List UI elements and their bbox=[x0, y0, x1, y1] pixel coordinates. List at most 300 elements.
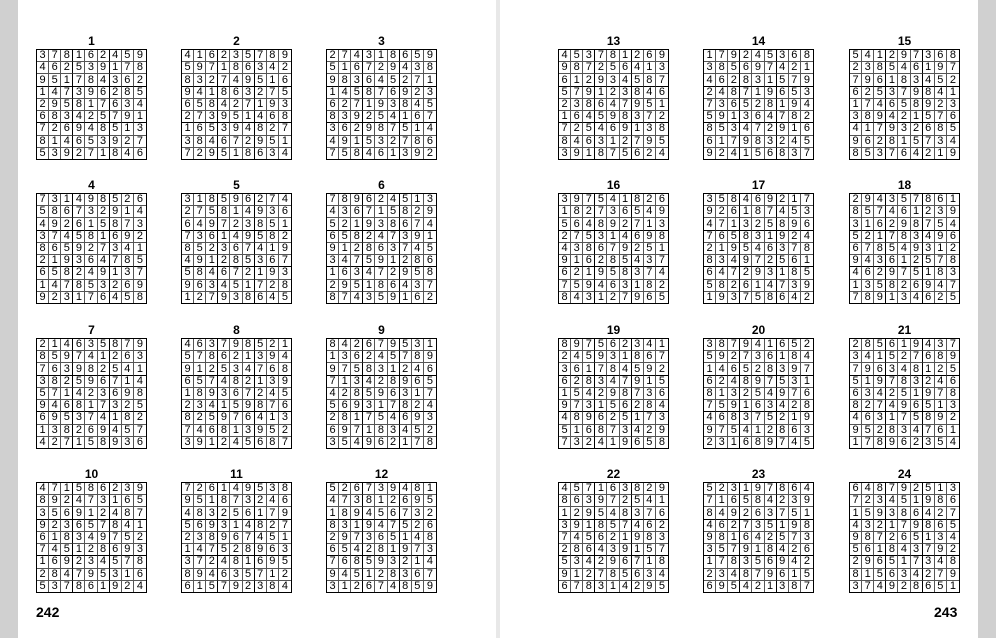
grid-cell: 3 bbox=[789, 280, 801, 292]
grid-cell: 9 bbox=[716, 351, 728, 363]
grid-cell: 2 bbox=[923, 148, 935, 159]
grid-cell: 2 bbox=[777, 495, 789, 507]
grid-cell: 9 bbox=[255, 544, 267, 556]
grid-cell: 6 bbox=[874, 556, 886, 568]
grid-cell: 2 bbox=[218, 255, 230, 267]
grid-cell: 9 bbox=[728, 400, 740, 412]
grid-cell: 1 bbox=[375, 50, 387, 62]
grid-cell: 3 bbox=[801, 425, 813, 437]
grid-cell: 5 bbox=[206, 412, 218, 424]
grid-cell: 2 bbox=[327, 532, 339, 544]
grid-cell: 1 bbox=[182, 544, 194, 556]
grid-cell: 9 bbox=[886, 581, 898, 592]
grid-cell: 8 bbox=[218, 495, 230, 507]
grid-cell: 7 bbox=[898, 267, 910, 279]
grid-cell: 6 bbox=[595, 243, 607, 255]
grid-cell: 8 bbox=[243, 148, 255, 159]
grid-cell: 4 bbox=[765, 495, 777, 507]
grid-cell: 6 bbox=[206, 483, 218, 495]
grid-cell: 6 bbox=[194, 520, 206, 532]
grid-cell: 2 bbox=[388, 136, 400, 148]
grid-cell: 6 bbox=[230, 388, 242, 400]
grid-cell: 7 bbox=[267, 87, 279, 99]
grid-cell: 8 bbox=[862, 111, 874, 123]
grid-cell: 7 bbox=[874, 123, 886, 135]
grid-cell: 3 bbox=[351, 267, 363, 279]
grid-cell: 8 bbox=[777, 483, 789, 495]
grid-cell: 1 bbox=[923, 267, 935, 279]
grid-cell: 8 bbox=[886, 280, 898, 292]
grid-cell: 1 bbox=[728, 111, 740, 123]
grid-cell: 8 bbox=[327, 339, 339, 351]
grid-cell: 2 bbox=[49, 123, 61, 135]
grid-cell: 6 bbox=[740, 437, 752, 448]
grid-cell: 6 bbox=[886, 569, 898, 581]
grid-cell: 4 bbox=[388, 194, 400, 206]
grid-cell: 7 bbox=[327, 148, 339, 159]
grid-cell: 3 bbox=[388, 425, 400, 437]
grid-cell: 1 bbox=[206, 495, 218, 507]
grid-cell: 3 bbox=[644, 255, 656, 267]
grid-cell: 6 bbox=[801, 388, 813, 400]
grid-cell: 9 bbox=[230, 581, 242, 592]
grid-cell: 8 bbox=[607, 255, 619, 267]
grid-cell: 7 bbox=[862, 581, 874, 592]
grid-cell: 9 bbox=[862, 363, 874, 375]
grid-cell: 7 bbox=[218, 581, 230, 592]
grid-cell: 4 bbox=[110, 292, 122, 303]
grid-cell: 8 bbox=[375, 280, 387, 292]
grid-cell: 8 bbox=[363, 87, 375, 99]
grid-cell: 8 bbox=[37, 351, 49, 363]
grid-cell: 7 bbox=[339, 292, 351, 303]
grid-cell: 7 bbox=[898, 412, 910, 424]
grid-cell: 2 bbox=[267, 520, 279, 532]
grid-cell: 7 bbox=[85, 292, 97, 303]
grid-cell: 6 bbox=[862, 412, 874, 424]
grid-cell: 2 bbox=[230, 351, 242, 363]
grid-cell: 7 bbox=[752, 123, 764, 135]
sudoku-grid bbox=[558, 338, 669, 449]
grid-cell: 4 bbox=[704, 520, 716, 532]
grid-cell: 9 bbox=[752, 267, 764, 279]
grid-cell: 1 bbox=[765, 581, 777, 592]
grid-cell: 1 bbox=[862, 569, 874, 581]
grid-cell: 1 bbox=[949, 579, 956, 592]
grid-cell: 9 bbox=[886, 437, 898, 448]
grid-cell: 1 bbox=[620, 194, 632, 206]
grid-cell: 4 bbox=[777, 62, 789, 74]
grid-cell: 7 bbox=[134, 507, 146, 519]
grid-cell: 1 bbox=[935, 148, 947, 159]
sudoku-grid bbox=[181, 49, 292, 160]
grid-cell: 3 bbox=[218, 520, 230, 532]
grid-cell: 1 bbox=[595, 87, 607, 99]
grid-cell: 3 bbox=[339, 206, 351, 218]
grid-cell: 6 bbox=[789, 483, 801, 495]
grid-cell: 1 bbox=[134, 111, 146, 123]
grid-cell: 2 bbox=[98, 50, 110, 62]
grid-cell: 9 bbox=[243, 483, 255, 495]
grid-cell: 9 bbox=[267, 267, 279, 279]
grid-cell: 7 bbox=[740, 87, 752, 99]
grid-cell: 5 bbox=[716, 123, 728, 135]
grid-cell: 9 bbox=[85, 569, 97, 581]
grid-cell: 4 bbox=[194, 544, 206, 556]
grid-cell: 7 bbox=[375, 87, 387, 99]
grid-cell: 4 bbox=[243, 206, 255, 218]
grid-cell: 6 bbox=[656, 87, 668, 99]
grid-cell: 9 bbox=[424, 206, 436, 218]
grid-cell: 4 bbox=[134, 99, 146, 111]
grid-cell: 1 bbox=[230, 206, 242, 218]
grid-cell: 8 bbox=[182, 74, 194, 86]
grid-cell: 1 bbox=[923, 532, 935, 544]
grid-cell: 8 bbox=[583, 581, 595, 592]
grid-cell: 3 bbox=[898, 425, 910, 437]
grid-cell: 9 bbox=[559, 400, 571, 412]
grid-cell: 6 bbox=[412, 376, 424, 388]
puzzle-number: 16 bbox=[606, 178, 621, 192]
grid-cell: 9 bbox=[230, 339, 242, 351]
grid-cell: 4 bbox=[49, 544, 61, 556]
grid-cell: 9 bbox=[375, 388, 387, 400]
grid-cell: 2 bbox=[98, 507, 110, 519]
grid-cell: 2 bbox=[911, 255, 923, 267]
grid-cell: 2 bbox=[255, 495, 267, 507]
grid-cell: 7 bbox=[874, 532, 886, 544]
grid-cell: 3 bbox=[559, 363, 571, 375]
grid-cell: 3 bbox=[388, 243, 400, 255]
grid-cell: 2 bbox=[595, 255, 607, 267]
grid-cell: 2 bbox=[375, 194, 387, 206]
grid-cell: 7 bbox=[632, 136, 644, 148]
sudoku-puzzle bbox=[558, 323, 669, 449]
grid-cell: 4 bbox=[206, 136, 218, 148]
puzzle-number: 10 bbox=[84, 467, 99, 481]
grid-cell: 5 bbox=[949, 290, 956, 303]
grid-cell: 7 bbox=[728, 267, 740, 279]
grid-cell: 7 bbox=[230, 267, 242, 279]
grid-cell: 7 bbox=[850, 74, 862, 86]
grid-cell: 9 bbox=[218, 532, 230, 544]
grid-cell: 9 bbox=[911, 339, 923, 351]
grid-cell: 9 bbox=[194, 62, 206, 74]
grid-cell: 5 bbox=[656, 376, 668, 388]
grid-cell: 7 bbox=[850, 363, 862, 375]
grid-cell: 5 bbox=[911, 136, 923, 148]
grid-cell: 9 bbox=[279, 376, 291, 388]
grid-cell: 5 bbox=[704, 111, 716, 123]
grid-cell: 7 bbox=[571, 400, 583, 412]
grid-cell: 8 bbox=[644, 280, 656, 292]
grid-cell: 8 bbox=[850, 148, 862, 159]
grid-cell: 1 bbox=[874, 351, 886, 363]
grid-cell: 6 bbox=[327, 544, 339, 556]
grid-cell: 8 bbox=[134, 388, 146, 400]
grid-cell: 6 bbox=[777, 87, 789, 99]
grid-cell: 8 bbox=[412, 255, 424, 267]
grid-cell: 2 bbox=[98, 206, 110, 218]
grid-cell: 1 bbox=[583, 363, 595, 375]
grid-cell: 9 bbox=[728, 507, 740, 519]
grid-cell: 1 bbox=[911, 388, 923, 400]
grid-cell: 8 bbox=[740, 74, 752, 86]
grid-cell: 5 bbox=[218, 363, 230, 375]
grid-cell: 5 bbox=[656, 136, 668, 148]
grid-cell: 7 bbox=[424, 569, 436, 581]
grid-cell: 4 bbox=[339, 569, 351, 581]
grid-cell: 5 bbox=[327, 483, 339, 495]
grid-cell: 8 bbox=[85, 363, 97, 375]
grid-cell: 4 bbox=[110, 507, 122, 519]
grid-cell: 1 bbox=[559, 206, 571, 218]
grid-cell: 9 bbox=[375, 99, 387, 111]
grid-cell: 1 bbox=[182, 123, 194, 135]
grid-cell: 4 bbox=[412, 532, 424, 544]
grid-cell: 1 bbox=[740, 400, 752, 412]
puzzle-number: 11 bbox=[230, 467, 243, 481]
grid-cell: 2 bbox=[61, 376, 73, 388]
grid-cell: 8 bbox=[559, 292, 571, 303]
grid-cell: 8 bbox=[923, 520, 935, 532]
grid-cell: 1 bbox=[874, 50, 886, 62]
grid-cell: 3 bbox=[874, 495, 886, 507]
grid-cell: 9 bbox=[400, 87, 412, 99]
grid-cell: 9 bbox=[923, 99, 935, 111]
grid-cell: 2 bbox=[243, 376, 255, 388]
sudoku-puzzle bbox=[558, 467, 669, 593]
grid-cell: 6 bbox=[37, 111, 49, 123]
grid-cell: 3 bbox=[98, 136, 110, 148]
grid-cell: 5 bbox=[194, 495, 206, 507]
grid-cell: 3 bbox=[206, 111, 218, 123]
grid-cell: 5 bbox=[620, 148, 632, 159]
grid-cell: 6 bbox=[632, 437, 644, 448]
grid-cell: 2 bbox=[583, 206, 595, 218]
grid-cell: 4 bbox=[375, 74, 387, 86]
grid-cell: 1 bbox=[61, 74, 73, 86]
grid-cell: 3 bbox=[98, 495, 110, 507]
grid-cell: 3 bbox=[740, 412, 752, 424]
grid-cell: 4 bbox=[911, 569, 923, 581]
grid-cell: 6 bbox=[424, 520, 436, 532]
grid-cell: 2 bbox=[230, 218, 242, 230]
grid-cell: 9 bbox=[740, 339, 752, 351]
grid-cell: 3 bbox=[632, 339, 644, 351]
sudoku-grid bbox=[326, 193, 437, 304]
grid-cell: 2 bbox=[752, 363, 764, 375]
grid-cell: 2 bbox=[801, 111, 813, 123]
grid-cell: 2 bbox=[267, 339, 279, 351]
grid-cell: 1 bbox=[194, 194, 206, 206]
grid-cell: 3 bbox=[182, 556, 194, 568]
grid-cell: 4 bbox=[571, 351, 583, 363]
grid-cell: 1 bbox=[777, 99, 789, 111]
grid-cell: 5 bbox=[243, 255, 255, 267]
grid-cell: 2 bbox=[182, 400, 194, 412]
grid-cell: 3 bbox=[134, 218, 146, 230]
grid-cell: 3 bbox=[595, 581, 607, 592]
grid-cell: 6 bbox=[218, 569, 230, 581]
grid-cell: 3 bbox=[388, 556, 400, 568]
grid-cell: 5 bbox=[327, 400, 339, 412]
grid-cell: 1 bbox=[279, 218, 291, 230]
grid-cell: 8 bbox=[267, 581, 279, 592]
grid-cell: 6 bbox=[571, 218, 583, 230]
grid-cell: 5 bbox=[230, 111, 242, 123]
grid-cell: 9 bbox=[134, 280, 146, 292]
grid-cell: 2 bbox=[61, 62, 73, 74]
grid-cell: 6 bbox=[850, 87, 862, 99]
grid-cell: 7 bbox=[98, 243, 110, 255]
grid-cell: 2 bbox=[765, 425, 777, 437]
grid-cell: 7 bbox=[388, 400, 400, 412]
grid-cell: 5 bbox=[73, 231, 85, 243]
grid-cell: 5 bbox=[230, 507, 242, 519]
grid-cell: 7 bbox=[947, 507, 959, 519]
grid-cell: 8 bbox=[218, 87, 230, 99]
grid-cell: 5 bbox=[134, 495, 146, 507]
grid-cell: 7 bbox=[182, 483, 194, 495]
grid-cell: 5 bbox=[110, 363, 122, 375]
grid-cell: 2 bbox=[704, 243, 716, 255]
grid-cell: 6 bbox=[85, 581, 97, 592]
grid-cell: 7 bbox=[595, 363, 607, 375]
grid-cell: 3 bbox=[571, 99, 583, 111]
grid-cell: 7 bbox=[620, 376, 632, 388]
grid-cell: 2 bbox=[620, 495, 632, 507]
grid-cell: 1 bbox=[61, 388, 73, 400]
grid-cell: 6 bbox=[728, 363, 740, 375]
grid-cell: 4 bbox=[400, 280, 412, 292]
grid-cell: 2 bbox=[85, 388, 97, 400]
grid-cell: 6 bbox=[923, 123, 935, 135]
sudoku-grid bbox=[36, 338, 147, 449]
grid-cell: 1 bbox=[789, 569, 801, 581]
sudoku-grid bbox=[36, 193, 147, 304]
grid-cell: 9 bbox=[765, 194, 777, 206]
grid-cell: 4 bbox=[73, 194, 85, 206]
grid-cell: 5 bbox=[898, 495, 910, 507]
grid-cell: 6 bbox=[388, 280, 400, 292]
grid-cell: 9 bbox=[194, 569, 206, 581]
grid-cell: 3 bbox=[923, 437, 935, 448]
grid-cell: 2 bbox=[656, 363, 668, 375]
grid-cell: 4 bbox=[37, 437, 49, 448]
grid-cell: 4 bbox=[98, 556, 110, 568]
grid-cell: 5 bbox=[571, 50, 583, 62]
grid-cell: 6 bbox=[740, 280, 752, 292]
grid-cell: 3 bbox=[267, 148, 279, 159]
grid-cell: 2 bbox=[656, 280, 668, 292]
grid-cell: 3 bbox=[595, 136, 607, 148]
grid-cell: 8 bbox=[607, 363, 619, 375]
grid-cell: 7 bbox=[923, 136, 935, 148]
grid-cell: 9 bbox=[267, 99, 279, 111]
grid-cell: 4 bbox=[351, 292, 363, 303]
grid-cell: 9 bbox=[801, 280, 813, 292]
grid-cell: 6 bbox=[583, 425, 595, 437]
grid-cell: 3 bbox=[898, 292, 910, 303]
grid-cell: 8 bbox=[789, 267, 801, 279]
grid-cell: 2 bbox=[740, 388, 752, 400]
grid-cell: 9 bbox=[327, 363, 339, 375]
grid-cell: 6 bbox=[400, 218, 412, 230]
grid-cell: 9 bbox=[351, 111, 363, 123]
grid-cell: 9 bbox=[134, 339, 146, 351]
grid-cell: 6 bbox=[375, 437, 387, 448]
grid-cell: 4 bbox=[424, 218, 436, 230]
grid-cell: 1 bbox=[789, 412, 801, 424]
grid-cell: 7 bbox=[206, 544, 218, 556]
sudoku-puzzle bbox=[703, 323, 814, 449]
grid-cell: 3 bbox=[874, 412, 886, 424]
grid-cell: 7 bbox=[351, 255, 363, 267]
grid-cell: 1 bbox=[339, 243, 351, 255]
grid-cell: 1 bbox=[644, 556, 656, 568]
grid-cell: 6 bbox=[182, 99, 194, 111]
grid-cell: 9 bbox=[339, 280, 351, 292]
grid-cell: 3 bbox=[862, 520, 874, 532]
grid-cell: 4 bbox=[559, 243, 571, 255]
grid-cell: 8 bbox=[658, 435, 665, 448]
grid-cell: 1 bbox=[874, 544, 886, 556]
grid-cell: 4 bbox=[644, 495, 656, 507]
grid-cell: 4 bbox=[230, 483, 242, 495]
grid-cell: 5 bbox=[412, 425, 424, 437]
grid-cell: 2 bbox=[850, 62, 862, 74]
grid-cell: 7 bbox=[339, 363, 351, 375]
grid-cell: 1 bbox=[644, 376, 656, 388]
grid-cell: 1 bbox=[194, 50, 206, 62]
grid-cell: 5 bbox=[206, 206, 218, 218]
grid-cell: 8 bbox=[412, 136, 424, 148]
grid-cell: 8 bbox=[595, 425, 607, 437]
grid-cell: 4 bbox=[595, 437, 607, 448]
grid-cell: 9 bbox=[559, 569, 571, 581]
grid-cell: 3 bbox=[777, 50, 789, 62]
grid-cell: 8 bbox=[862, 292, 874, 303]
grid-cell: 5 bbox=[583, 532, 595, 544]
grid-cell: 7 bbox=[886, 483, 898, 495]
grid-cell: 4 bbox=[375, 231, 387, 243]
grid-cell: 4 bbox=[583, 388, 595, 400]
grid-cell: 9 bbox=[704, 532, 716, 544]
grid-cell: 8 bbox=[935, 267, 947, 279]
grid-cell: 7 bbox=[947, 339, 959, 351]
grid-cell: 4 bbox=[850, 123, 862, 135]
grid-cell: 4 bbox=[752, 243, 764, 255]
grid-cell: 7 bbox=[281, 435, 288, 448]
grid-cell: 7 bbox=[37, 544, 49, 556]
grid-cell: 3 bbox=[110, 569, 122, 581]
grid-cell: 3 bbox=[375, 483, 387, 495]
grid-cell: 2 bbox=[632, 243, 644, 255]
grid-cell: 3 bbox=[898, 123, 910, 135]
grid-cell: 1 bbox=[644, 218, 656, 230]
grid-cell: 2 bbox=[363, 231, 375, 243]
grid-cell: 5 bbox=[279, 87, 291, 99]
grid-cell: 4 bbox=[595, 123, 607, 135]
grid-cell: 2 bbox=[73, 267, 85, 279]
grid-cell: 7 bbox=[728, 339, 740, 351]
grid-cell: 5 bbox=[644, 544, 656, 556]
grid-cell: 4 bbox=[281, 579, 288, 592]
grid-cell: 6 bbox=[777, 339, 789, 351]
grid-cell: 2 bbox=[182, 532, 194, 544]
grid-cell: 1 bbox=[243, 556, 255, 568]
